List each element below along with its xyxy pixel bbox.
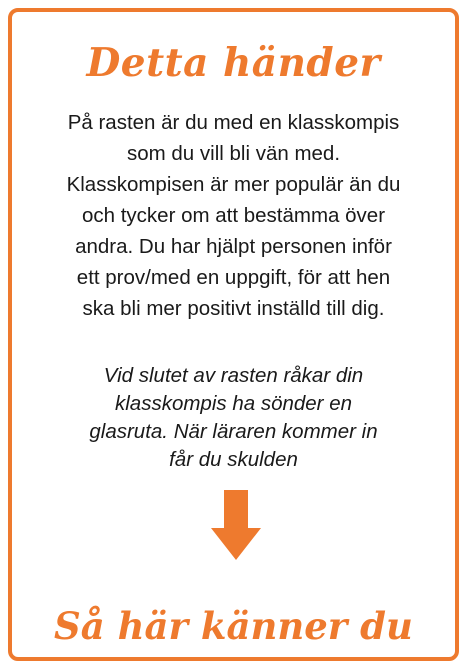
event-line: glasruta. När läraren kommer in [89,420,378,443]
description-line: Klasskompisen är mer populär än du [66,173,401,196]
description-line: och tycker om att bestämma över [81,204,386,227]
arrow-down-icon [211,490,261,560]
event-line: klasskompis ha sönder en [114,392,352,415]
event-line: får du skulden [169,448,298,471]
event-line: Vid slutet av rasten råkar din [103,364,364,387]
description-line: ett prov/med en uppgift, för att hen [76,266,391,289]
event-description [52,362,415,474]
description-line: som du vill bli vän med. [126,142,341,165]
card-title: Detta händer [86,40,381,86]
description-line: andra. Du har hjälpt personen inför [75,235,392,258]
scenario-description [42,107,425,324]
description-line: ska bli mer positivt inställd till dig. [82,297,385,320]
card-footer-heading: Så här känner du [54,604,413,648]
scenario-card [8,8,459,661]
description-line: På rasten är du med en klasskompis [67,111,400,134]
